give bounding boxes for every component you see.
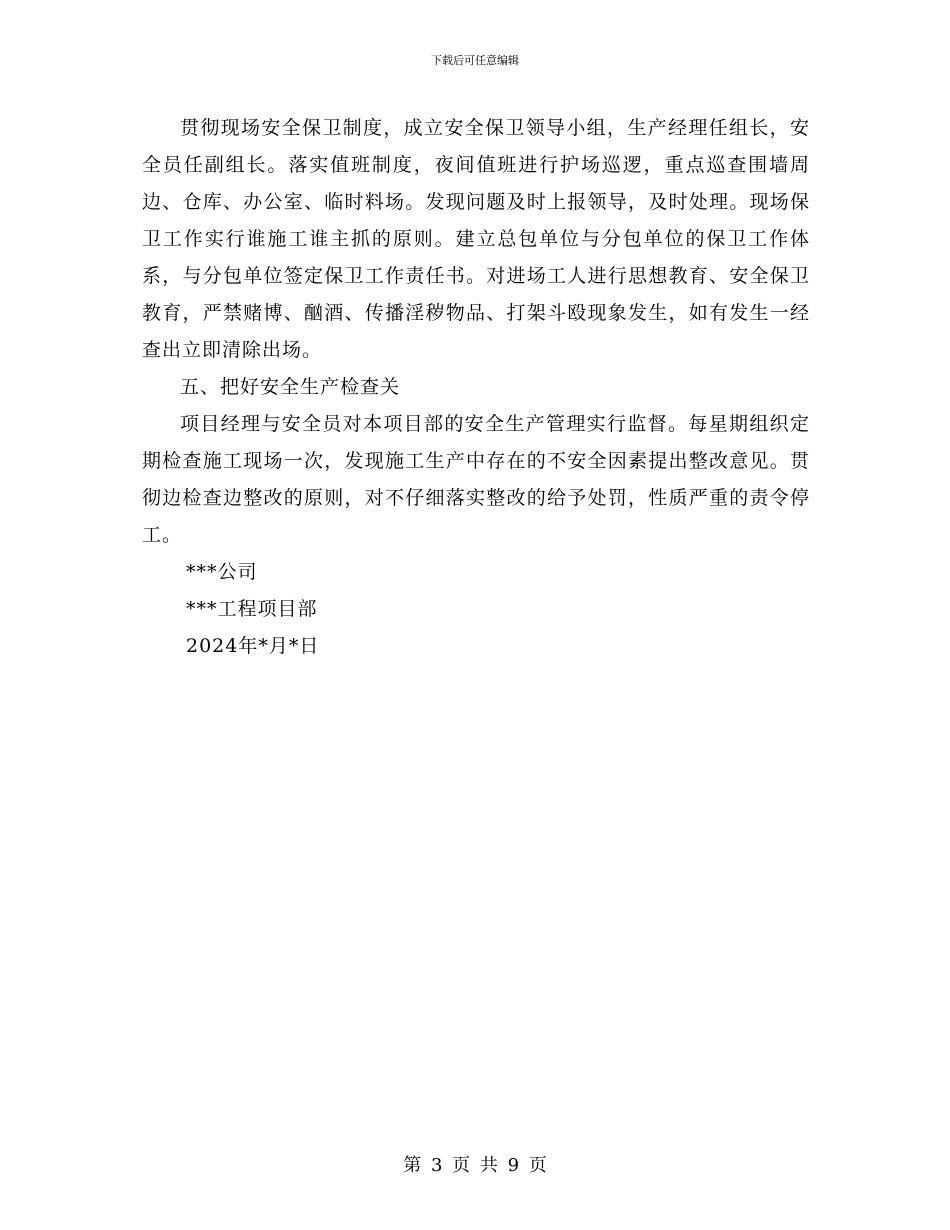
section-heading-safety-inspection: 五、把好安全生产检查关 [180,376,401,398]
page-header: 下载后可任意编辑 [431,54,519,67]
paragraph-safety-inspection: 项目经理与安全员对本项目部的安全生产管理实行监督。每星期组织定期检查施工现场一次，发现施工生产中存在的不安全因素提出整改意见。贯彻边检查边整改的原则，对不仔细落实整改的给予处罚，性质严重的责令停工。 [142,413,810,546]
paragraph-security-system: 贯彻现场安全保卫制度，成立安全保卫领导小组，生产经理任组长，安全员任副组长。落实值班制度，夜间值班进行护场巡逻，重点巡查围墙周边、仓库、办公室、临时料场。发现问题及时上报领导，及时处理。现场保卫工作实行谁施工谁主抓的原则。建立总包单位与分包单位的保卫工作体系，与分包单位签定保卫工作责任书。对进场工人进行思想教育、安全保卫教育，严禁赌博、酗酒、传播淫秽物品、打架斗殴现象发生，如有发生一经查出立即清除出场。 [142,117,810,361]
signature-date: 2024年*月*日 [186,635,320,657]
signature-company: ***公司 [186,561,258,583]
document-body [142,110,810,665]
page-number-footer: 第 3 页 共 9 页 [403,1155,547,1176]
signature-department: ***工程项目部 [186,598,318,620]
